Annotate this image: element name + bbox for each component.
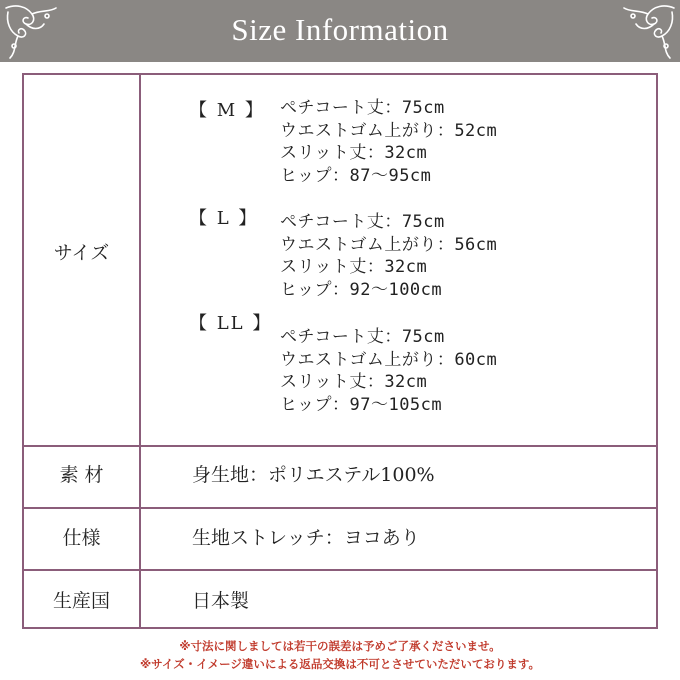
size-detail-line: ウエストゴム上がり：52cm	[280, 120, 498, 141]
size-detail-line: スリット丈：32cm	[280, 143, 428, 163]
size-ll-heading: 【 LL 】	[189, 313, 273, 334]
size-l-details	[280, 211, 497, 301]
row-divider	[24, 569, 656, 571]
size-m-details	[280, 97, 497, 187]
spec-label: 仕様	[62, 527, 101, 549]
note-text: ※寸法に関しましては若干の誤差は予めご了承くださいませ。	[179, 639, 501, 653]
size-ll-details	[280, 326, 497, 416]
size-m-heading: 【 M 】	[189, 100, 265, 121]
size-detail-line: スリット丈：32cm	[280, 257, 428, 277]
row-divider	[24, 507, 656, 509]
page-title: Size Information	[231, 12, 449, 47]
floral-ornament-icon	[618, 2, 678, 60]
size-detail-line: ペチコート丈：75cm	[280, 98, 445, 118]
origin-value: 日本製	[192, 590, 250, 612]
size-l-heading: 【 L 】	[189, 208, 259, 229]
size-detail-line: ウエストゴム上がり：56cm	[280, 234, 498, 255]
origin-label: 生産国	[52, 590, 110, 612]
row-divider	[24, 445, 656, 447]
size-detail-line: ペチコート丈：75cm	[280, 327, 445, 347]
size-detail-line: スリット丈：32cm	[280, 372, 428, 392]
note-text: ※サイズ・イメージ違いによる返品交換は不可とさせていただいております。	[140, 657, 540, 671]
column-divider	[139, 75, 141, 627]
size-detail-line: ヒップ：92〜100cm	[280, 279, 443, 300]
material-value: 身生地：ポリエステル100%	[192, 464, 435, 486]
size-label: サイズ	[53, 242, 110, 264]
size-detail-line: ヒップ：97〜105cm	[280, 394, 443, 415]
size-detail-line: ウエストゴム上がり：60cm	[280, 349, 498, 370]
material-label: 素 材	[59, 464, 104, 486]
spec-value: 生地ストレッチ：ヨコあり	[192, 527, 420, 549]
size-detail-line: ヒップ：87〜95cm	[280, 165, 432, 186]
header-bar	[0, 0, 680, 62]
size-info-table	[22, 73, 658, 629]
size-detail-line: ペチコート丈：75cm	[280, 212, 445, 232]
